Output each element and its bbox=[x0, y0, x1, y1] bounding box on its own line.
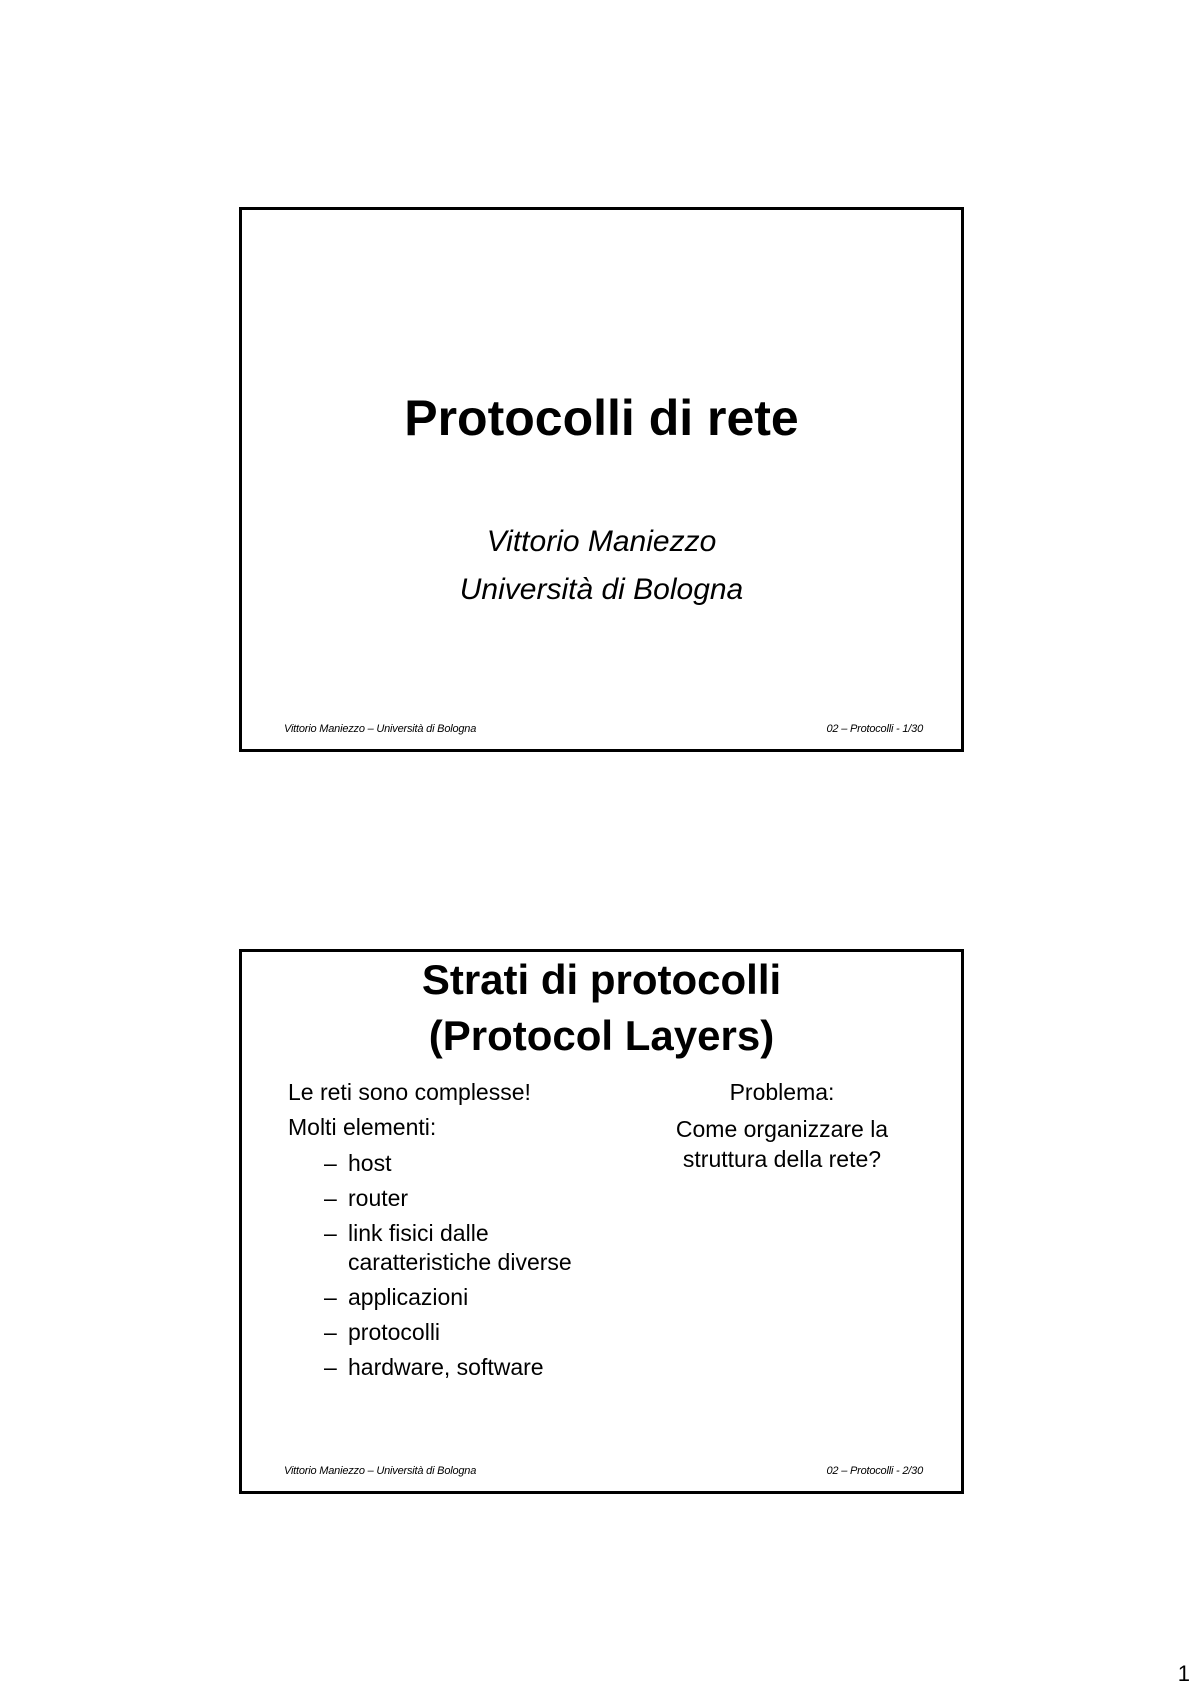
list-item bbox=[288, 1149, 628, 1178]
list-item-text: router bbox=[348, 1185, 409, 1211]
slide-title bbox=[242, 952, 961, 1064]
slide-title-line-2: (Protocol Layers) bbox=[428, 1012, 775, 1059]
slide-footer-left: Vittorio Maniezzo – Università di Bologna bbox=[284, 723, 477, 735]
list-item bbox=[288, 1318, 628, 1347]
list-item bbox=[288, 1184, 628, 1213]
slide-2 bbox=[239, 949, 964, 1494]
page-number: 1 bbox=[1177, 1661, 1190, 1686]
slide-1 bbox=[239, 207, 964, 752]
list-item bbox=[288, 1219, 628, 1277]
intro-line-1: Le reti sono complesse! bbox=[288, 1079, 531, 1105]
list-item-text: host bbox=[348, 1150, 392, 1176]
dash-marker: – bbox=[324, 1220, 337, 1246]
dash-marker: – bbox=[324, 1185, 337, 1211]
dash-marker: – bbox=[324, 1319, 337, 1345]
list-item-text: hardware, software bbox=[348, 1354, 544, 1380]
slide-title-line-1: Strati di protocolli bbox=[421, 956, 782, 1003]
slide-footer-left: Vittorio Maniezzo – Università di Bologna bbox=[284, 1465, 477, 1477]
list-item-text: link fisici dalle caratteristiche diverse bbox=[348, 1220, 572, 1275]
slide-title: Protocolli di rete bbox=[404, 390, 799, 446]
list-item-text: applicazioni bbox=[348, 1284, 469, 1310]
problem-question: Come organizzare la struttura della rete? bbox=[675, 1116, 889, 1172]
elements-list bbox=[288, 1149, 628, 1382]
list-item-text: protocolli bbox=[348, 1319, 441, 1345]
slide-author: Vittorio Maniezzo bbox=[486, 525, 717, 558]
dash-marker: – bbox=[324, 1354, 337, 1380]
dash-marker: – bbox=[324, 1150, 337, 1176]
dash-marker: – bbox=[324, 1284, 337, 1310]
slide-footer-right: 02 – Protocolli - 1/30 bbox=[826, 723, 923, 735]
list-item bbox=[288, 1283, 628, 1312]
list-item bbox=[288, 1353, 628, 1382]
slide-footer-right: 02 – Protocolli - 2/30 bbox=[826, 1465, 923, 1477]
intro-line-2: Molti elementi: bbox=[288, 1114, 437, 1140]
problem-label: Problema: bbox=[729, 1079, 835, 1105]
right-column bbox=[637, 1079, 927, 1174]
slide-affiliation: Università di Bologna bbox=[459, 573, 744, 606]
left-column bbox=[288, 1079, 628, 1388]
